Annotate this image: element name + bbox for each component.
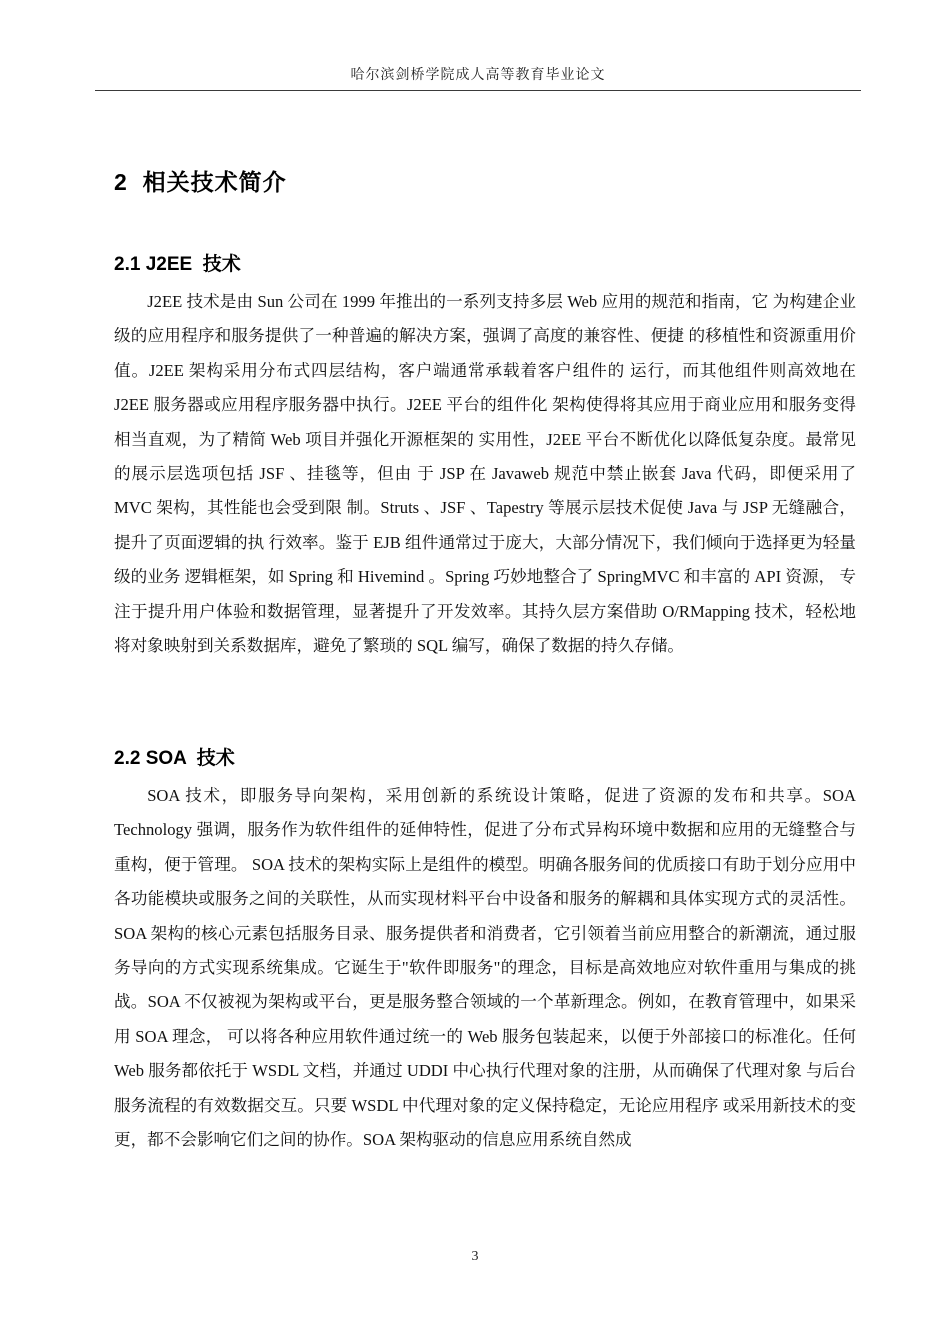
section-heading-soa: 2.2 SOA 技术 — [114, 748, 235, 769]
section-body-soa: SOA 技术，即服务导向架构，采用创新的系统设计策略，促进了资源的发布和共享。SOA Technology 强调，服务作为软件组件的延伸特性，促进了分布式异构环境中数据和应用的无缝整合与重构，便于管理。 SOA 技术的架构实际上是组件的模型。明确各服务间的优质接口有助于划分应用中各功能模块或服务之间的关联性，从而实现材料平台中设备和服务的解耦和具体实现方式的灵活性。SOA 架构的核心元素包括服务目录、服务提供者和消费者，它引领着当前应用整合的新潮流，通过服务导向的方式实现系统集成。它诞生于"软件即服务"的理念，目标是高效地应对软件重用与集成的挑战。SOA 不仅被视为架构或平台，更是服务整合领域的一个革新理念。例如，在教育管理中，如果采用 SOA 理念， 可以将各种应用软件通过统一的 Web 服务包装起来，以便于外部接口的标准化。任何 Web 服务都依托于 WSDL 文档，并通过 UDDI 中心执行代理对象的注册，从而确保了代理对象 与后台服务流程的有效数据交互。只要 WSDL 中代理对象的定义保持稳定，无论应用程序 或采用新技术的变更，都不会影响它们之间的协作。SOA 架构驱动的信息应用系统自然成 — [114, 786, 856, 1150]
chapter-title: 2 相关技术简介 — [114, 169, 287, 195]
section-heading-j2ee: 2.1 J2EE 技术 — [114, 254, 241, 275]
page-header: 哈尔滨剑桥学院成人高等教育毕业论文 — [350, 68, 606, 83]
page-number: 3 — [471, 1249, 479, 1264]
section-body-j2ee: J2EE 技术是由 Sun 公司在 1999 年推出的一系列支持多层 Web 应用的规范和指南，它 为构建企业级的应用程序和服务提供了一种普遍的解决方案，强调了高度的兼容性、便捷 的移植性和资源重用价值。J2EE 架构采用分布式四层结构，客户端通常承载着客户组件的 运行，而其他组件则高效地在 J2EE 服务器或应用程序服务器中执行。J2EE 平台的组件化 架构使得将其应用于商业应用和服务变得相当直观，为了精简 Web 项目并强化开源框架的 实用性，J2EE 平台不断优化以降低复杂度。最常见的展示层选项包括 JSF 、挂毯等，但由 于 JSP 在 Javaweb 规范中禁止嵌套 Java 代码，即便采用了 MVC 架构，其性能也会受到限 制。Struts 、JSF 、Tapestry 等展示层技术促使 Java 与 JSP 无缝融合，提升了页面逻辑的执 行效率。鉴于 EJB 组件通常过于庞大，大部分情况下，我们倾向于选择更为轻量级的业务 逻辑框架，如 Spring 和 Hivemind 。Spring 巧妙地整合了 SpringMVC 和丰富的 API 资源， 专注于提升用户体验和数据管理，显著提升了开发效率。其持久层方案借助 O/RMapping 技术，轻松地将对象映射到关系数据库，避免了繁琐的 SQL 编写，确保了数据的持久存储。 — [114, 292, 856, 656]
header-divider — [95, 90, 861, 91]
